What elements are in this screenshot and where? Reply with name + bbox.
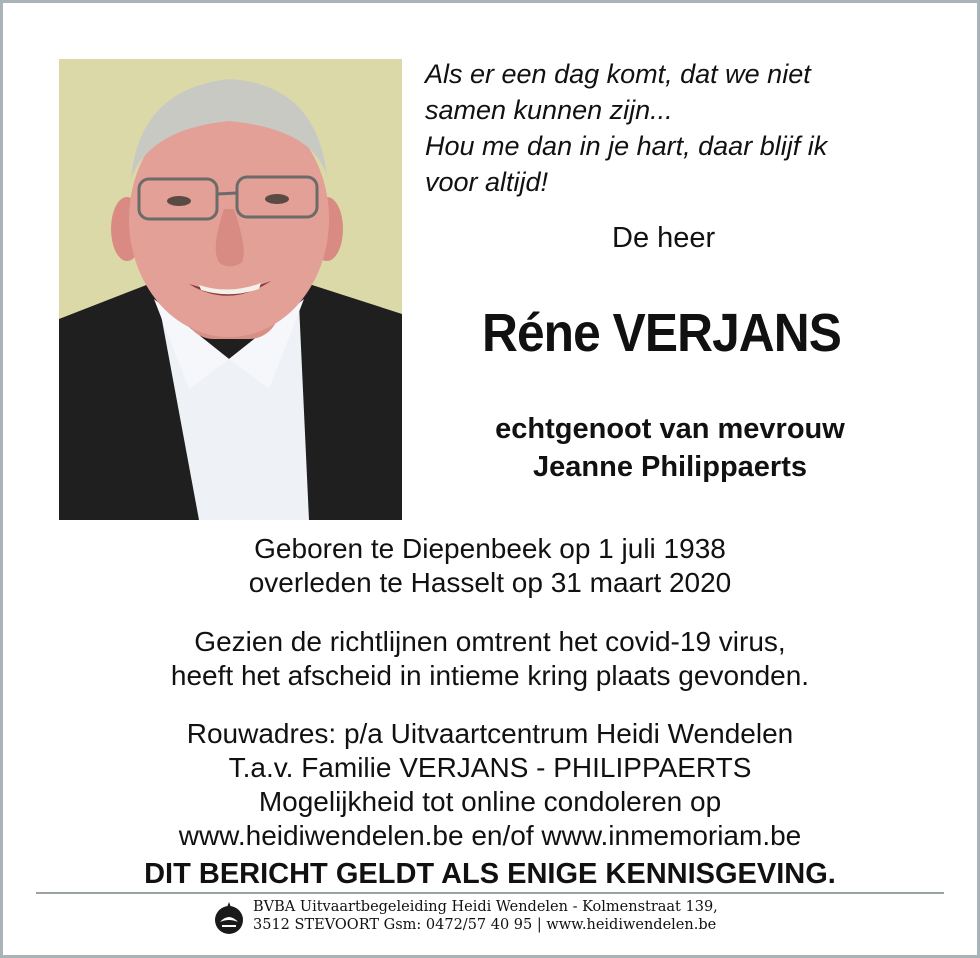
footer-divider [36, 892, 944, 894]
spouse-block [420, 410, 920, 486]
address-line: Rouwadres: p/a Uitvaartcentrum Heidi Wendelen [186, 718, 794, 749]
honorific: De heer [612, 222, 716, 254]
condolence-links: www.heidiwendelen.be en/of www.inmemoriam.be [178, 820, 802, 851]
covid-notice [0, 625, 980, 693]
deceased-name: Réne VERJANS [482, 303, 841, 363]
portrait-photo [59, 59, 402, 520]
poem-line: samen kunnen zijn... [425, 95, 673, 125]
spouse-line: echtgenoot van mevrouw [495, 413, 845, 445]
poem [425, 56, 945, 200]
funeral-home-info [253, 898, 718, 934]
spouse-name: Jeanne Philippaerts [533, 451, 807, 483]
covid-line: Gezien de richtlijnen omtrent het covid-19 virus, [194, 626, 786, 657]
footer-line: 3512 STEVOORT Gsm: 0472/57 40 95 | www.heidiwendelen.be [253, 917, 717, 933]
official-notice: DIT BERICHT GELDT ALS ENIGE KENNISGEVING. [144, 858, 836, 890]
poem-line: Als er een dag komt, dat we niet [425, 59, 811, 89]
life-dates [0, 532, 980, 600]
address-line: Mogelijkheid tot online condoleren op [258, 786, 722, 817]
poem-line: voor altijd! [425, 167, 549, 197]
covid-line: heeft het afscheid in intieme kring plaats gevonden. [170, 660, 810, 691]
death-line: overleden te Hasselt op 31 maart 2020 [248, 567, 732, 598]
funeral-home-logo-icon [212, 900, 246, 936]
birth-line: Geboren te Diepenbeek op 1 juli 1938 [254, 533, 726, 564]
poem-line: Hou me dan in je hart, daar blijf ik [425, 131, 828, 161]
footer-line: BVBA Uitvaartbegeleiding Heidi Wendelen - Kolmenstraat 139, [253, 899, 718, 915]
address-line: T.a.v. Familie VERJANS - PHILIPPAERTS [228, 752, 752, 783]
mourning-address [0, 717, 980, 853]
